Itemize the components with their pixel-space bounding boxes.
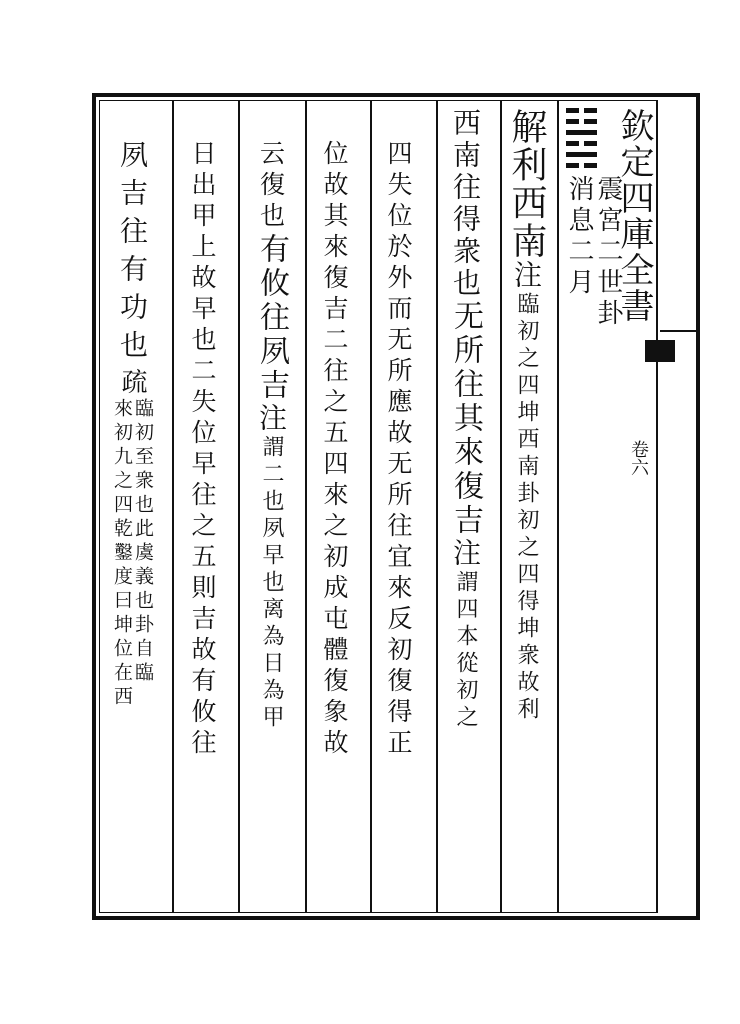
text-column-1 bbox=[506, 108, 547, 724]
column-rule bbox=[557, 101, 559, 912]
fold-divider bbox=[660, 330, 698, 332]
header-note-line1: 震宮二世卦 bbox=[593, 175, 623, 330]
main-text: 夙吉往有功也 bbox=[116, 140, 149, 368]
annotation-right: 臨初至衆也此虞義也卦自臨 bbox=[132, 398, 154, 686]
annotation-text: 位故其來復吉二往之五四來之初成屯體復象故 bbox=[320, 140, 349, 760]
hexagram-icon bbox=[566, 108, 597, 168]
fishtail-mark bbox=[645, 340, 675, 362]
text-column-2 bbox=[448, 108, 483, 732]
main-text: 无所往其來復吉 bbox=[448, 300, 483, 538]
column-rule bbox=[500, 101, 502, 912]
main-text: 注 bbox=[449, 538, 482, 570]
text-column-6 bbox=[190, 140, 215, 760]
annotation-text: 四失位於外而无所應故无所往宜來反初復得正 bbox=[384, 140, 413, 760]
text-column-4 bbox=[322, 140, 347, 760]
main-text: 注 bbox=[255, 403, 288, 435]
margin-book-title: 欽定四庫全書 bbox=[614, 108, 654, 324]
main-text: 有攸往夙吉 bbox=[254, 233, 289, 403]
annotation-left: 來初九之四乾鑿度曰坤位在西 bbox=[111, 398, 133, 710]
column-rule bbox=[172, 101, 174, 912]
page-fold-margin bbox=[657, 100, 700, 913]
column-rule bbox=[305, 101, 307, 912]
margin-volume-label: 卷六 bbox=[628, 440, 649, 476]
main-text: 西南往得衆也 bbox=[449, 108, 482, 300]
text-column-7 bbox=[112, 140, 152, 710]
column-rule bbox=[436, 101, 438, 912]
annotation-text: 日出甲上故早也二失位早往之五則吉故有攸往 bbox=[188, 140, 217, 760]
text-column-5 bbox=[254, 140, 289, 732]
annotation-text: 臨初之四坤西南卦初之四得坤衆故利 bbox=[514, 292, 539, 724]
column-rule bbox=[370, 101, 372, 912]
double-line-annotation bbox=[112, 398, 152, 710]
column-rule bbox=[238, 101, 240, 912]
text-column-3 bbox=[386, 140, 411, 760]
annotation-text: 云復也 bbox=[256, 140, 286, 233]
main-text: 疏 bbox=[117, 368, 147, 398]
main-text: 解利西南 bbox=[506, 108, 547, 260]
annotation-text: 謂四本從初之 bbox=[453, 570, 478, 732]
annotation-text: 謂二也夙早也离為日為甲 bbox=[259, 435, 284, 732]
main-text: 注 bbox=[510, 260, 543, 292]
header-note-line2: 消息二月 bbox=[564, 175, 594, 299]
